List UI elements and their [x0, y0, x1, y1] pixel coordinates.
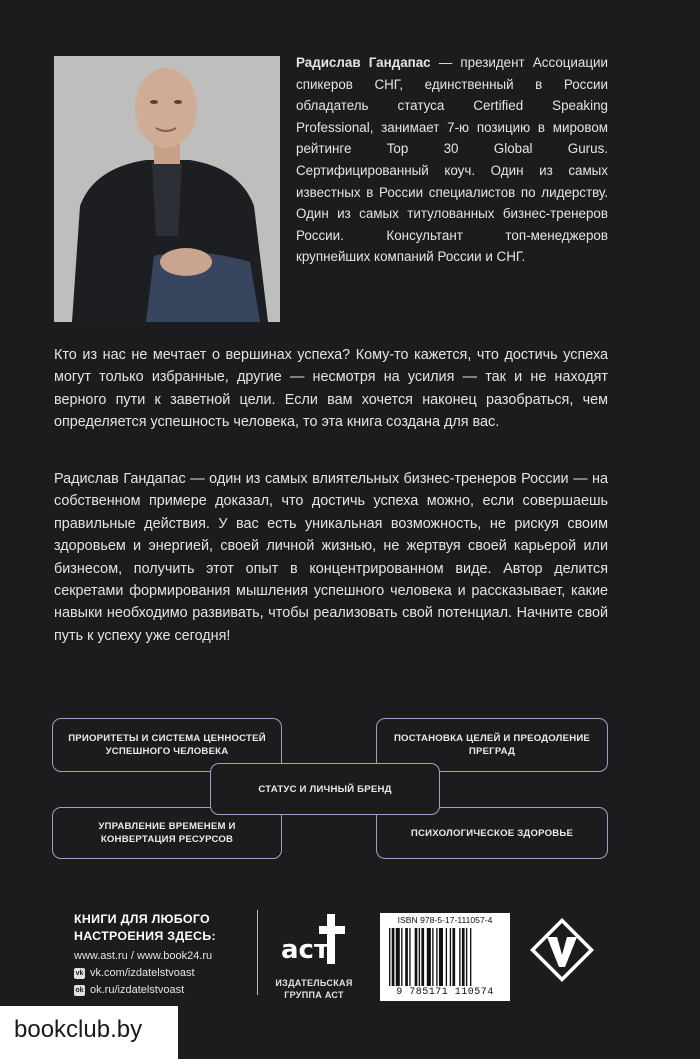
barcode-bar — [466, 928, 467, 986]
ast-logo-text: аст — [281, 935, 330, 965]
barcode-bar — [405, 928, 408, 986]
isbn-text: ISBN 978-5-17-111057-4 — [397, 915, 493, 925]
barcode-bar — [389, 928, 390, 986]
vk-icon: vk — [75, 969, 84, 977]
author-name: Радислав Гандапас — [296, 55, 431, 70]
ok-icon: ok — [75, 986, 84, 994]
ok-link[interactable] — [74, 984, 184, 996]
author-bio-text: — президент Ассоциации спикеров СНГ, единственный в России обладатель статуса Certified Speaking Professional, занимает 7-ю позицию в мировом рейтинге Top 30 Global Gurus. Сертифицированный коуч. Один из самых известных в России специалистов по лидерству. Один из самых титулованных бизнес-тренеров России. Консультант топ-менеджеров крупнейших компаний России и СНГ. — [296, 55, 608, 265]
description-paragraph-2: Радислав Гандапас — один из самых влиятельных бизнес-тренеров России — на собственном примере доказал, что достичь успеха можно, если совершаешь правильные действия. У вас есть уникальная возможность, не рискуя своим здоровьем и энергией, своей личной жизнью, не жертвуя своей карьерой или бизнесом, получить этот опыт в концентрированном виде. Автор делится секретами формирования мышления успешного человека и рассказывает, какие навыки необходимо развивать, чтобы реализовать свой потенциал. Начните свой путь к успеху уже сегодня! — [54, 471, 608, 644]
promo-sites-link[interactable]: www.ast.ru / www.book24.ru — [74, 950, 213, 962]
vk-link[interactable] — [74, 967, 195, 979]
barcode-bar — [409, 928, 410, 986]
watermark-text: bookclub.by — [14, 1016, 143, 1043]
barcode-bar — [462, 928, 465, 986]
barcode-bar — [450, 928, 451, 986]
publisher-label: ИЗДАТЕЛЬСКАЯ ГРУППА АСТ — [275, 978, 353, 1000]
barcode-bar — [415, 928, 418, 986]
barcode-bar — [452, 928, 455, 986]
author-photo — [54, 56, 280, 322]
barcode-bar — [470, 928, 471, 986]
barcode-bars — [389, 928, 503, 986]
topic-box-status-brand: СТАТУС И ЛИЧНЫЙ БРЕНД — [210, 763, 440, 815]
topic-box-time-management: УПРАВЛЕНИЕ ВРЕМЕНЕМ И КОНВЕРТАЦИЯ РЕСУРСОВ — [52, 807, 282, 859]
barcode-bar — [392, 928, 395, 986]
ast-logo-icon — [275, 908, 353, 970]
barcode-bar — [396, 928, 400, 986]
barcode-bar — [459, 928, 460, 986]
barcode-bar — [427, 928, 431, 986]
barcode-bar — [436, 928, 437, 986]
barcode — [380, 913, 510, 1001]
barcode-bar — [421, 928, 424, 986]
ok-link-text: ok.ru/izdatelstvoast — [90, 984, 185, 996]
barcode-bar — [439, 928, 443, 986]
barcode-digits: 9 785171 110574 — [396, 987, 494, 998]
footer-divider — [257, 910, 258, 995]
barcode-bar — [419, 928, 420, 986]
topic-box-priorities: ПРИОРИТЕТЫ И СИСТЕМА ЦЕННОСТЕЙ УСПЕШНОГО ЧЕЛОВЕКА — [52, 718, 282, 772]
author-bio — [296, 52, 608, 268]
promo-title: КНИГИ ДЛЯ ЛЮБОГО НАСТРОЕНИЯ ЗДЕСЬ: — [74, 912, 216, 943]
vk-link-text: vk.com/izdatelstvoast — [90, 967, 195, 979]
v-letter-logo-icon — [527, 915, 597, 985]
description-paragraph-1: Кто из нас не мечтает о вершинах успеха? Кому-то кажется, что достичь успеха могут только избранные, другие — несмотря на усилия — так и не находят верного пути к заветной цели. Если вам хочется наконец разобраться, чем определяется успешность человека, то эта книга создана для вас. — [54, 347, 608, 431]
topic-box-psychological-health: ПСИХОЛОГИЧЕСКОЕ ЗДОРОВЬЕ — [376, 807, 608, 859]
barcode-bar — [432, 928, 433, 986]
barcode-bar — [446, 928, 447, 986]
barcode-bar — [401, 928, 402, 986]
topic-box-goals: ПОСТАНОВКА ЦЕЛЕЙ И ПРЕОДОЛЕНИЕ ПРЕГРАД — [376, 718, 608, 772]
